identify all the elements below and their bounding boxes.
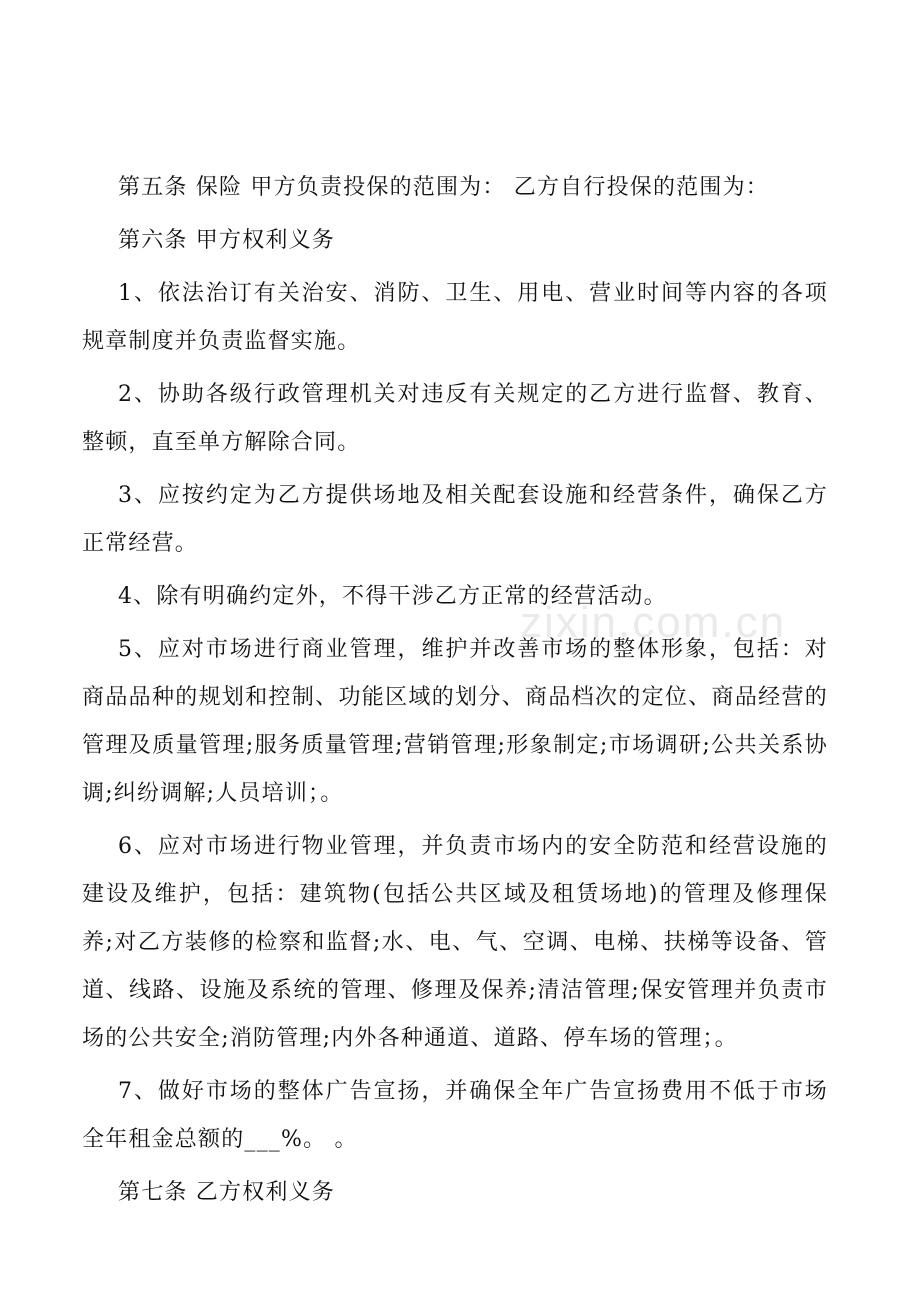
- document-body: [82, 164, 828, 1222]
- clause-6-item-2: 2、协助各级行政管理机关对违反有关规定的乙方进行监督、教育、整顿，直至单方解除合同。: [82, 382, 828, 455]
- clause-7-heading: 第七条 乙方权利义务: [118, 1180, 335, 1205]
- clause-5-insurance: 第五条 保险 甲方负责投保的范围为： 乙方自行投保的范围为：: [118, 175, 769, 200]
- clause-6-item-4: 4、除有明确约定外，不得干涉乙方正常的经营活动。: [118, 584, 667, 609]
- watermark: zixin.com.cn: [520, 598, 787, 647]
- clause-6-item-6: 6、应对市场进行物业管理，并负责市场内的安全防范和经营设施的建设及维护，包括：建筑物(包括公共区域及租赁场地)的管理及修理保养;对乙方装修的检察和监督;水、电、气、空调、电梯、扶梯等设备、管道、线路、设施及系统的管理、修理及保养;清洁管理;保安管理并负责市场的公共安全;消防管理;内外各种通道、道路、停车场的管理；。: [82, 834, 828, 1051]
- clause-6-item-3: 3、应按约定为乙方提供场地及相关配套设施和经营条件，确保乙方正常经营。: [82, 483, 828, 556]
- clause-6-heading: 第六条 甲方权利义务: [118, 228, 335, 253]
- clause-6-item-1: 1、依法治订有关治安、消防、卫生、用电、营业时间等内容的各项规章制度并负责监督实施。: [82, 281, 828, 354]
- clause-6-item-5: 5、应对市场进行商业管理，维护并改善市场的整体形象，包括：对商品品种的规划和控制、功能区域的划分、商品档次的定位、商品经营的管理及质量管理;服务质量管理;营销管理;形象制定;市场调研;公共关系协调;纠纷调解;人员培训；。: [82, 637, 828, 806]
- clause-6-item-7: 7、做好市场的整体广告宣扬，并确保全年广告宣扬费用不低于市场全年租金总额的___%。 。: [82, 1079, 828, 1152]
